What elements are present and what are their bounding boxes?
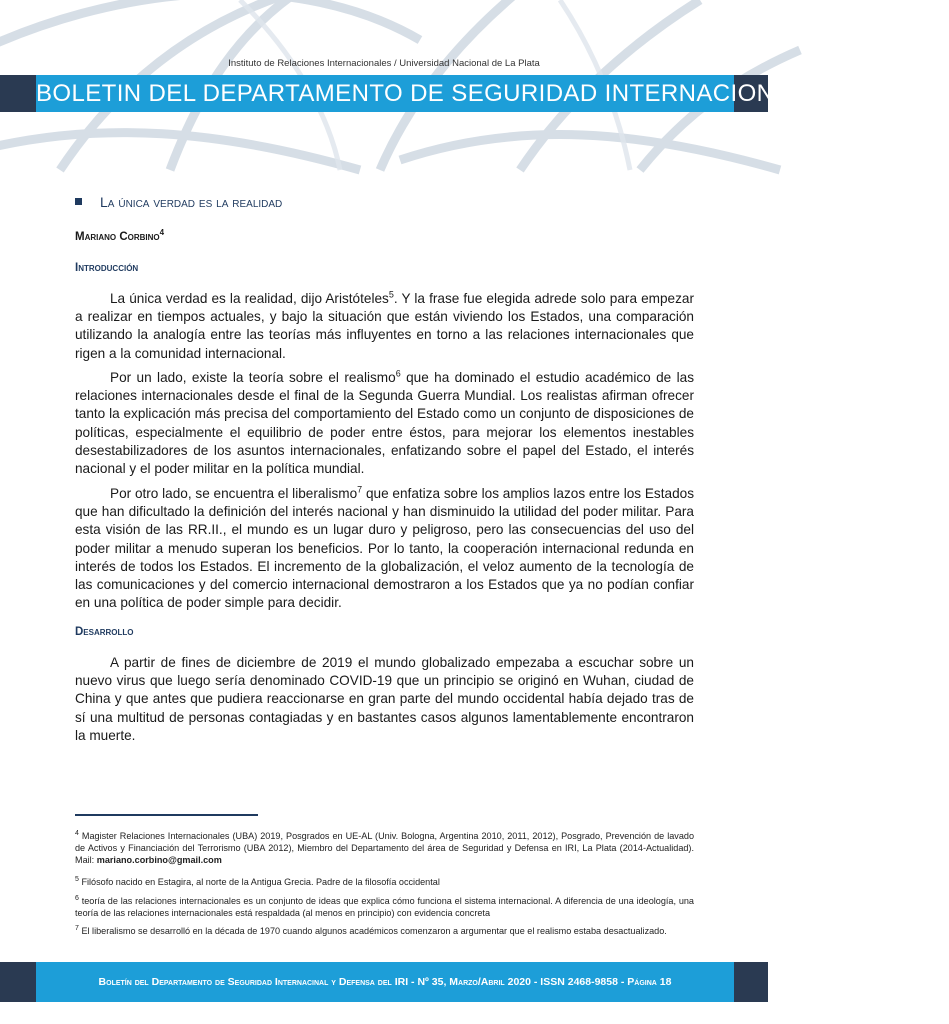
footnote-5-number: 5: [75, 875, 79, 883]
section-heading-development: Desarrollo: [75, 626, 134, 638]
institute-name: Instituto de Relaciones Internacionales / Universidad Nacional de La Plata: [228, 58, 540, 69]
paragraph-2: [75, 369, 694, 478]
section-heading-introduction: Introducción: [75, 262, 139, 274]
paragraph-3-text-a: Por otro lado, se encuentra el liberalismo: [110, 486, 358, 501]
paragraph-3: [75, 485, 694, 612]
paragraph-1-text-a: La única verdad es la realidad, dijo Aristóteles: [110, 291, 389, 306]
paragraph-3-text-b: que enfatiza sobre los amplios lazos entre los Estados que han dificultado la definición del interés nacional y han disminuido la utilidad del poder militar. Para esta visión de las RR.II., el mundo es un lugar duro y peligroso, pero las consecuencias del uso del poder militar a menudo superan los beneficios. Por lo tanto, la cooperación internacional redunda en interés de todos los Estados. El incremento de la globalización, el veloz aumento de la tecnología de las comunicaciones y del comercio internacional demostraron a los Estados que ya no podían confiar en una política de poder simple para decidir.: [75, 486, 694, 611]
footnote-ref-5[interactable]: 5: [388, 289, 394, 300]
footer-citation: Boletín del Departamento de Seguridad Internacinal y Defensa del IRI - Nº 35, Marzo/Abril 2020 - ISSN 2468-9858 - Página 18: [98, 976, 672, 988]
footnote-7: [75, 925, 694, 937]
footnote-ref-4[interactable]: 4: [159, 228, 165, 237]
paragraph-2-text-a: Por un lado, existe la teoría sobre el realismo: [110, 370, 396, 385]
footnote-7-number: 7: [75, 924, 79, 932]
author-name: [75, 228, 164, 243]
author-email-link[interactable]: mariano.corbino@gmail.com: [96, 855, 222, 865]
footnote-7-text: El liberalismo se desarrolló en la década de 1970 cuando algunos académicos comenzaron a argumentar que el realismo estaba desactualizado.: [81, 926, 667, 936]
footnote-separator: [75, 814, 258, 816]
footnote-4-text: Magister Relaciones Internacionales (UBA) 2019, Posgrados en UE-AL (Univ. Bologna, Argentina 2010, 2011, 2012), Posgrado, Prevención de lavado de Activos y Financiación del Terrorismo (UBA 2012), Miembro del Departamento del área de Seguridad y Defensa en IRI, La Plata (2014-Actualidad). Mail:: [75, 831, 694, 865]
article-title-text: La única verdad es la realidad: [100, 194, 283, 210]
bulletin-title: BOLETIN DEL DEPARTAMENTO DE SEGURIDAD INTERNACIONAL Y DEFENSA: [36, 80, 949, 107]
footnote-5-text: Filósofo nacido en Estagira, al norte de la Antigua Grecia. Padre de la filosofía occidental: [81, 877, 440, 887]
paragraph-4: A partir de fines de diciembre de 2019 el mundo globalizado empezaba a escuchar sobre un nuevo virus que luego sería denominado COVID-19 que un principio se originó en Wuhan, ciudad de China y que antes que pudiera reaccionarse en gran parte del mundo occidental había dejado tras de sí una multitud de personas contagiadas y en bastantes casos algunos lamentablemente encontraron la muerte.: [75, 655, 694, 743]
footnote-4-number: 4: [75, 829, 79, 837]
author-name-text: Mariano Corbino: [75, 230, 160, 243]
footnote-5: [75, 876, 694, 888]
footnote-4: [75, 830, 694, 866]
footnote-ref-7[interactable]: 7: [357, 484, 363, 495]
article-title: [75, 194, 282, 210]
footnote-6-text: teoría de las relaciones internacionales es un conjunto de ideas que explica cómo funciona el sistema internacional. A diferencia de una ideología, una teoría de las relaciones internacionales está respaldada (al menos en principio) con evidencia concreta: [75, 896, 694, 918]
paragraph-1-text-b: . Y la frase fue elegida adrede solo para empezar a realizar en tiempos actuales, y bajo la situación que están viviendo los Estados, una comparación utilizando la analogía entre las teorías más influyentes en torno a las relaciones internacionales que rigen a la comunidad internacional.: [75, 291, 695, 361]
paragraph-2-text-b: que ha dominado el estudio académico de las relaciones internacionales desde el final de la Segunda Guerra Mundial. Los realistas afirman ofrecer tanto la explicación más precisa del comportamiento del Estado como un conjunto de disposiciones de políticas, especialmente el equilibrio de poder entre éstos, para mejorar los elementos inestables desestabilizadores de los asuntos internacionales, enfatizando sobre el papel del Estado, el interés nacional y el poder militar en la política mundial.: [75, 370, 694, 477]
square-bullet-icon: [75, 198, 82, 205]
footnote-6: [75, 895, 694, 919]
footnote-ref-6[interactable]: 6: [395, 368, 401, 379]
paragraph-1: [75, 290, 694, 363]
footnote-6-number: 6: [75, 894, 79, 902]
